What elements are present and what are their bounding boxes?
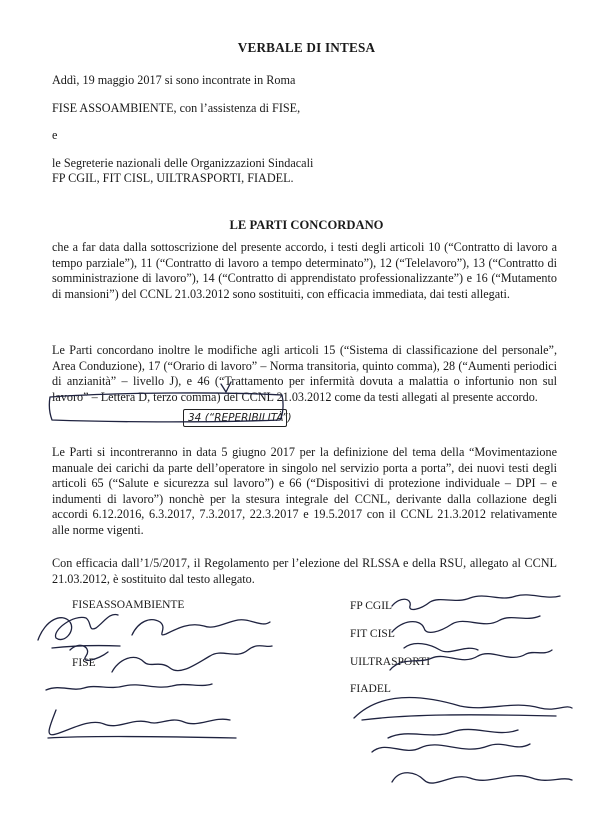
signature-right-7 (372, 744, 530, 752)
signatory-label-fise: FISE (72, 657, 96, 669)
intro-date-line: Addì, 19 maggio 2017 si sono incontrate in Roma (52, 73, 296, 87)
insertion-mark (221, 382, 231, 392)
signatory-label-fit-cisl: FIT CISL (350, 628, 395, 640)
signature-right-1 (392, 595, 560, 610)
handwritten-note: 34 (“REPERIBILITÀ”) (183, 409, 287, 427)
handwritten-box (49, 393, 283, 422)
signature-right-4 (390, 650, 552, 670)
signature-right-3 (404, 644, 478, 652)
intro-conjunction: e (52, 128, 58, 142)
intro-unions-line: FP CGIL, FIT CISL, UILTRASPORTI, FIADEL. (52, 171, 294, 185)
paragraph-modifications: Le Parti concordano inoltre le modifiche agli articoli 15 (“Sistema di classificazione del personale”, Area Conduzione), 17 (“Orario di lavoro” – Norma transitoria, quinto comma), 28 (“Aumenti periodici di anzianità” – livello J), e 46 (“Trattamento per infermità dovuta a malattia o infortunio non sul lavoro” – Lettera D, terzo comma) del CCNL 21.03.2012 come da testi allegati al presente accordo. (52, 343, 557, 404)
signature-left-2 (132, 620, 270, 635)
signature-right-6 (388, 729, 518, 738)
signatory-label-fiseassoambiente: FISEASSOAMBIENTE (72, 599, 185, 611)
signatory-label-uiltrasporti: UILTRASPORTI (350, 656, 431, 668)
paragraph-rlssa-regulation: Con efficacia dall’1/5/2017, il Regolamento per l’elezione del RLSSA e della RSU, allegato al CCNL 21.03.2012, è sostituito dal testo allegato. (52, 556, 557, 586)
signatory-label-fiadel: FIADEL (350, 683, 391, 695)
document-title: VERBALE DI INTESA (237, 40, 376, 55)
signature-left-1 (38, 614, 120, 648)
signatory-label-fp-cgil: FP CGIL (350, 600, 393, 612)
signature-right-2 (392, 616, 540, 632)
intro-fise-line: FISE ASSOAMBIENTE, con l’assistenza di FISE, (52, 101, 301, 115)
paragraph-articles-replaced: che a far data dalla sottoscrizione del presente accordo, i testi degli articoli 10 (“Contratto di lavoro a tempo parziale”), 11 (“Contratto di lavoro a tempo determinato”), 12 (“Telelavoro”), 13 (“Contratto di somministrazione di lavoro”), 14 (“Contratto di apprendistato professionalizzante”) e 16 (“Mutamento di mansioni”) del CCNL 21.03.2012 sono sostituiti, con efficacia immediata, dai testi allegati. (52, 240, 557, 301)
signature-left-4 (46, 684, 212, 690)
signature-right-5 (354, 697, 572, 720)
signature-right-8 (392, 773, 572, 783)
paragraph-future-meeting: Le Parti si incontreranno in data 5 giugno 2017 per la definizione del tema della “Movimentazione manuale dei carichi da parte dell’operatore in singolo nel servizio porta a porta”, dei nuovi testi degli articoli 65 (“Salute e sicurezza sul lavoro”) e 66 (“Dispositivi di protezione individuale – DPI – e indumenti di lavoro”) nonchè per la stesura integrale del CCNL, derivante dalla collazione degli accordi 6.12.2016, 6.3.2017, 7.3.2017, 22.3.2017 e 19.5.2017 con il CCNL 21.3.2012 relativamente alle norme vigenti. (52, 445, 557, 537)
signature-left-3 (70, 645, 272, 672)
signature-left-5 (48, 710, 236, 738)
section-heading: LE PARTI CONCORDANO (229, 218, 384, 232)
intro-segreterie-line: le Segreterie nazionali delle Organizzazioni Sindacali (52, 156, 314, 170)
